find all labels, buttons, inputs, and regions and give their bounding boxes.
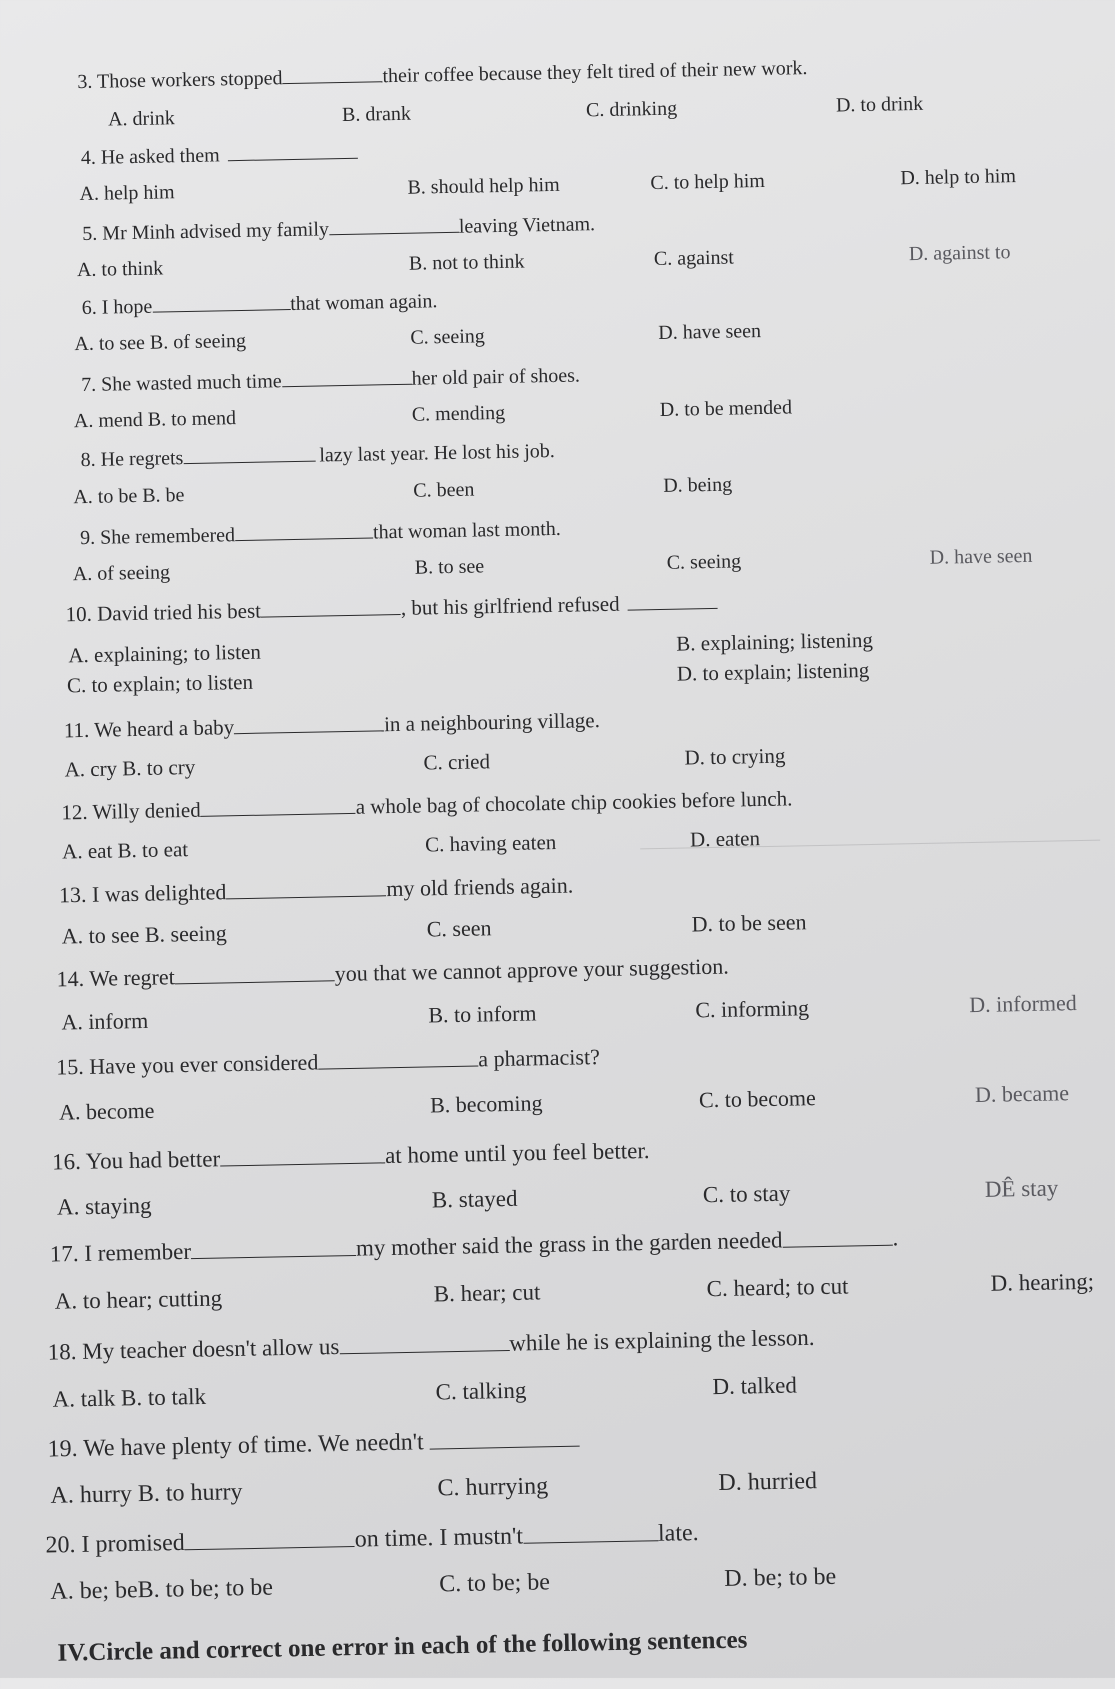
question-text: a whole bag of chocolate chip cookies before lunch.: [355, 786, 793, 819]
option[interactable]: D. talked: [712, 1372, 798, 1400]
option[interactable]: A. be; beB. to be; to be: [50, 1574, 274, 1605]
option[interactable]: A. explaining; to listen: [68, 639, 262, 668]
question-text: 13. I was delighted: [58, 879, 227, 908]
question-18: [47, 1323, 814, 1366]
option[interactable]: C. to stay: [702, 1180, 791, 1208]
option[interactable]: A. drink: [107, 107, 175, 131]
question-16: [52, 1136, 650, 1176]
question-text: 10. David tried his best: [65, 598, 262, 627]
option[interactable]: DÊ stay: [984, 1175, 1059, 1202]
option[interactable]: A. to see B. of seeing: [74, 329, 247, 356]
question-7: [81, 362, 580, 397]
question-4: [81, 140, 358, 170]
option[interactable]: A. inform: [61, 1007, 149, 1035]
question-text: on time. I mustn't: [354, 1523, 524, 1553]
option[interactable]: D. to be seen: [691, 909, 807, 937]
option[interactable]: D. became: [974, 1080, 1070, 1108]
option[interactable]: A. to think: [76, 257, 164, 282]
answer-blank[interactable]: [523, 1518, 658, 1543]
answer-blank[interactable]: [191, 1234, 356, 1259]
option[interactable]: C. against: [653, 246, 735, 271]
question-text: you that we cannot approve your suggestion.: [334, 953, 729, 987]
option[interactable]: D. being: [663, 473, 733, 497]
option[interactable]: D. eaten: [689, 826, 761, 852]
question-text: a pharmacist?: [478, 1044, 601, 1072]
option[interactable]: C. talking: [435, 1377, 527, 1405]
option[interactable]: B. hear; cut: [433, 1279, 541, 1307]
answer-blank[interactable]: [339, 1329, 509, 1354]
question-14: [56, 953, 729, 993]
option[interactable]: C. mending: [411, 401, 506, 426]
question-text: at home until you feel better.: [384, 1137, 650, 1169]
option[interactable]: C. to explain; to listen: [66, 669, 254, 698]
question-text: , but his girlfriend refused: [400, 591, 620, 620]
question-text: 15. Have you ever considered: [56, 1049, 319, 1080]
option[interactable]: B. explaining; listening: [676, 627, 874, 656]
question-text: 9. She remembered: [79, 524, 236, 550]
option[interactable]: A. to be B. be: [73, 484, 185, 509]
question-text: 14. We regret: [56, 964, 175, 992]
option[interactable]: B. drank: [341, 102, 412, 127]
question-11: [64, 707, 601, 743]
option[interactable]: C. to help him: [650, 169, 766, 195]
question-text: 16. You had better: [51, 1146, 221, 1175]
question-text: 12. Willy denied: [61, 797, 201, 825]
option[interactable]: D. to be mended: [659, 396, 793, 421]
option[interactable]: C. seeing: [666, 550, 742, 574]
option[interactable]: D. have seen: [658, 320, 762, 344]
option[interactable]: C. to become: [698, 1085, 816, 1113]
option[interactable]: C. drinking: [585, 97, 678, 122]
question-13: [59, 872, 574, 909]
question-6: [81, 288, 437, 320]
question-text: 18. My teacher doesn't allow us: [47, 1333, 340, 1365]
answer-blank[interactable]: [200, 794, 355, 817]
question-3: [77, 55, 808, 94]
option[interactable]: A. to hear; cutting: [54, 1285, 223, 1314]
answer-blank[interactable]: [183, 443, 315, 465]
option[interactable]: A. cry B. to cry: [64, 754, 196, 782]
question-15: [56, 1043, 600, 1081]
answer-blank[interactable]: [234, 711, 384, 734]
question-text: 8. He regrets: [80, 447, 184, 472]
answer-blank[interactable]: [235, 519, 373, 541]
option[interactable]: D. be; to be: [723, 1563, 837, 1592]
option[interactable]: D. have seen: [929, 544, 1033, 569]
question-text: .: [892, 1225, 899, 1251]
question-text: 6. I hope: [81, 295, 153, 320]
option[interactable]: A. to see B. seeing: [61, 920, 227, 949]
answer-blank[interactable]: [227, 140, 357, 161]
option[interactable]: D. help to him: [900, 165, 1017, 190]
option[interactable]: C. informing: [695, 995, 810, 1023]
question-text: while he is explaining the lesson.: [509, 1324, 815, 1356]
option[interactable]: C. cried: [423, 749, 491, 775]
question-12: [61, 785, 792, 825]
option[interactable]: B. to see: [414, 555, 485, 579]
section-heading: IV.Circle and correct one error in each of the following sentences: [57, 1626, 748, 1667]
question-5: [82, 211, 595, 246]
question-text: in a neighbouring village.: [383, 708, 601, 737]
option[interactable]: A. hurry B. to hurry: [50, 1479, 243, 1509]
option[interactable]: B. should help him: [407, 173, 560, 199]
answer-blank[interactable]: [329, 214, 459, 235]
answer-blank[interactable]: [226, 875, 386, 899]
question-text: my mother said the grass in the garden needed: [355, 1227, 783, 1261]
option[interactable]: A. of seeing: [72, 561, 171, 586]
question-text: 19. We have plenty of time. We needn't: [47, 1429, 424, 1463]
option[interactable]: D. hurried: [718, 1468, 818, 1497]
option[interactable]: C. to be; be: [439, 1569, 551, 1598]
option[interactable]: C. seeing: [410, 325, 485, 349]
option[interactable]: D. against to: [908, 241, 1011, 266]
question-20: [45, 1517, 699, 1560]
question-text: 17. I remember: [49, 1238, 192, 1267]
option[interactable]: D. to explain; listening: [676, 657, 870, 686]
question-text: their coffee because they felt tired of their new work.: [382, 57, 808, 88]
answer-blank[interactable]: [282, 63, 382, 84]
option[interactable]: A. mend B. to mend: [73, 407, 237, 433]
question-text: her old pair of shoes.: [411, 364, 581, 390]
question-text: leaving Vietnam.: [458, 213, 596, 238]
option[interactable]: A. become: [58, 1097, 155, 1125]
question-text: 20. I promised: [45, 1529, 186, 1559]
option[interactable]: D. hearing;: [990, 1268, 1095, 1296]
option[interactable]: C. hurrying: [437, 1473, 549, 1502]
question-text: 3. Those workers stopped: [77, 67, 283, 94]
option[interactable]: B. stayed: [431, 1185, 518, 1213]
question-text: 11. We heard a baby: [63, 715, 235, 743]
answer-blank[interactable]: [184, 1524, 354, 1550]
question-text: lazy last year. He lost his job.: [319, 439, 556, 467]
answer-blank[interactable]: [782, 1224, 892, 1248]
answer-blank[interactable]: [281, 366, 411, 387]
option[interactable]: D. informed: [969, 990, 1078, 1018]
question-10: [65, 589, 717, 628]
question-text: 5. Mr Minh advised my family: [82, 218, 330, 246]
option[interactable]: D. to crying: [684, 743, 786, 770]
question-text: that woman last month.: [372, 517, 561, 544]
option[interactable]: D. to drink: [835, 92, 924, 117]
option[interactable]: A. help him: [79, 181, 175, 206]
question-9: [80, 516, 561, 550]
question-8: [80, 438, 555, 472]
answer-blank[interactable]: [220, 1141, 385, 1166]
question-text: 7. She wasted much time: [80, 370, 282, 397]
answer-blank[interactable]: [152, 291, 290, 313]
question-text: late.: [657, 1520, 699, 1547]
answer-blank[interactable]: [429, 1424, 579, 1449]
question-text: 4. He asked them: [80, 144, 220, 170]
option[interactable]: B. becoming: [429, 1090, 543, 1118]
question-text: that woman again.: [290, 290, 438, 316]
option[interactable]: B. not to think: [408, 250, 525, 275]
question-text: my old friends again.: [386, 872, 574, 902]
option[interactable]: C. seen: [426, 915, 492, 942]
question-17: [50, 1224, 899, 1269]
answer-blank[interactable]: [627, 589, 717, 611]
answer-blank[interactable]: [261, 595, 401, 618]
answer-blank[interactable]: [318, 1046, 478, 1070]
option[interactable]: C. having eaten: [424, 830, 557, 857]
option[interactable]: C. heard; to cut: [706, 1273, 849, 1302]
question-19: [47, 1424, 580, 1465]
option[interactable]: A. talk B. to talk: [52, 1383, 207, 1412]
option[interactable]: A. staying: [56, 1192, 152, 1220]
option[interactable]: C. been: [413, 478, 475, 502]
option[interactable]: A. eat B. to eat: [61, 837, 189, 864]
answer-blank[interactable]: [174, 960, 334, 984]
option[interactable]: B. to inform: [428, 1000, 537, 1028]
